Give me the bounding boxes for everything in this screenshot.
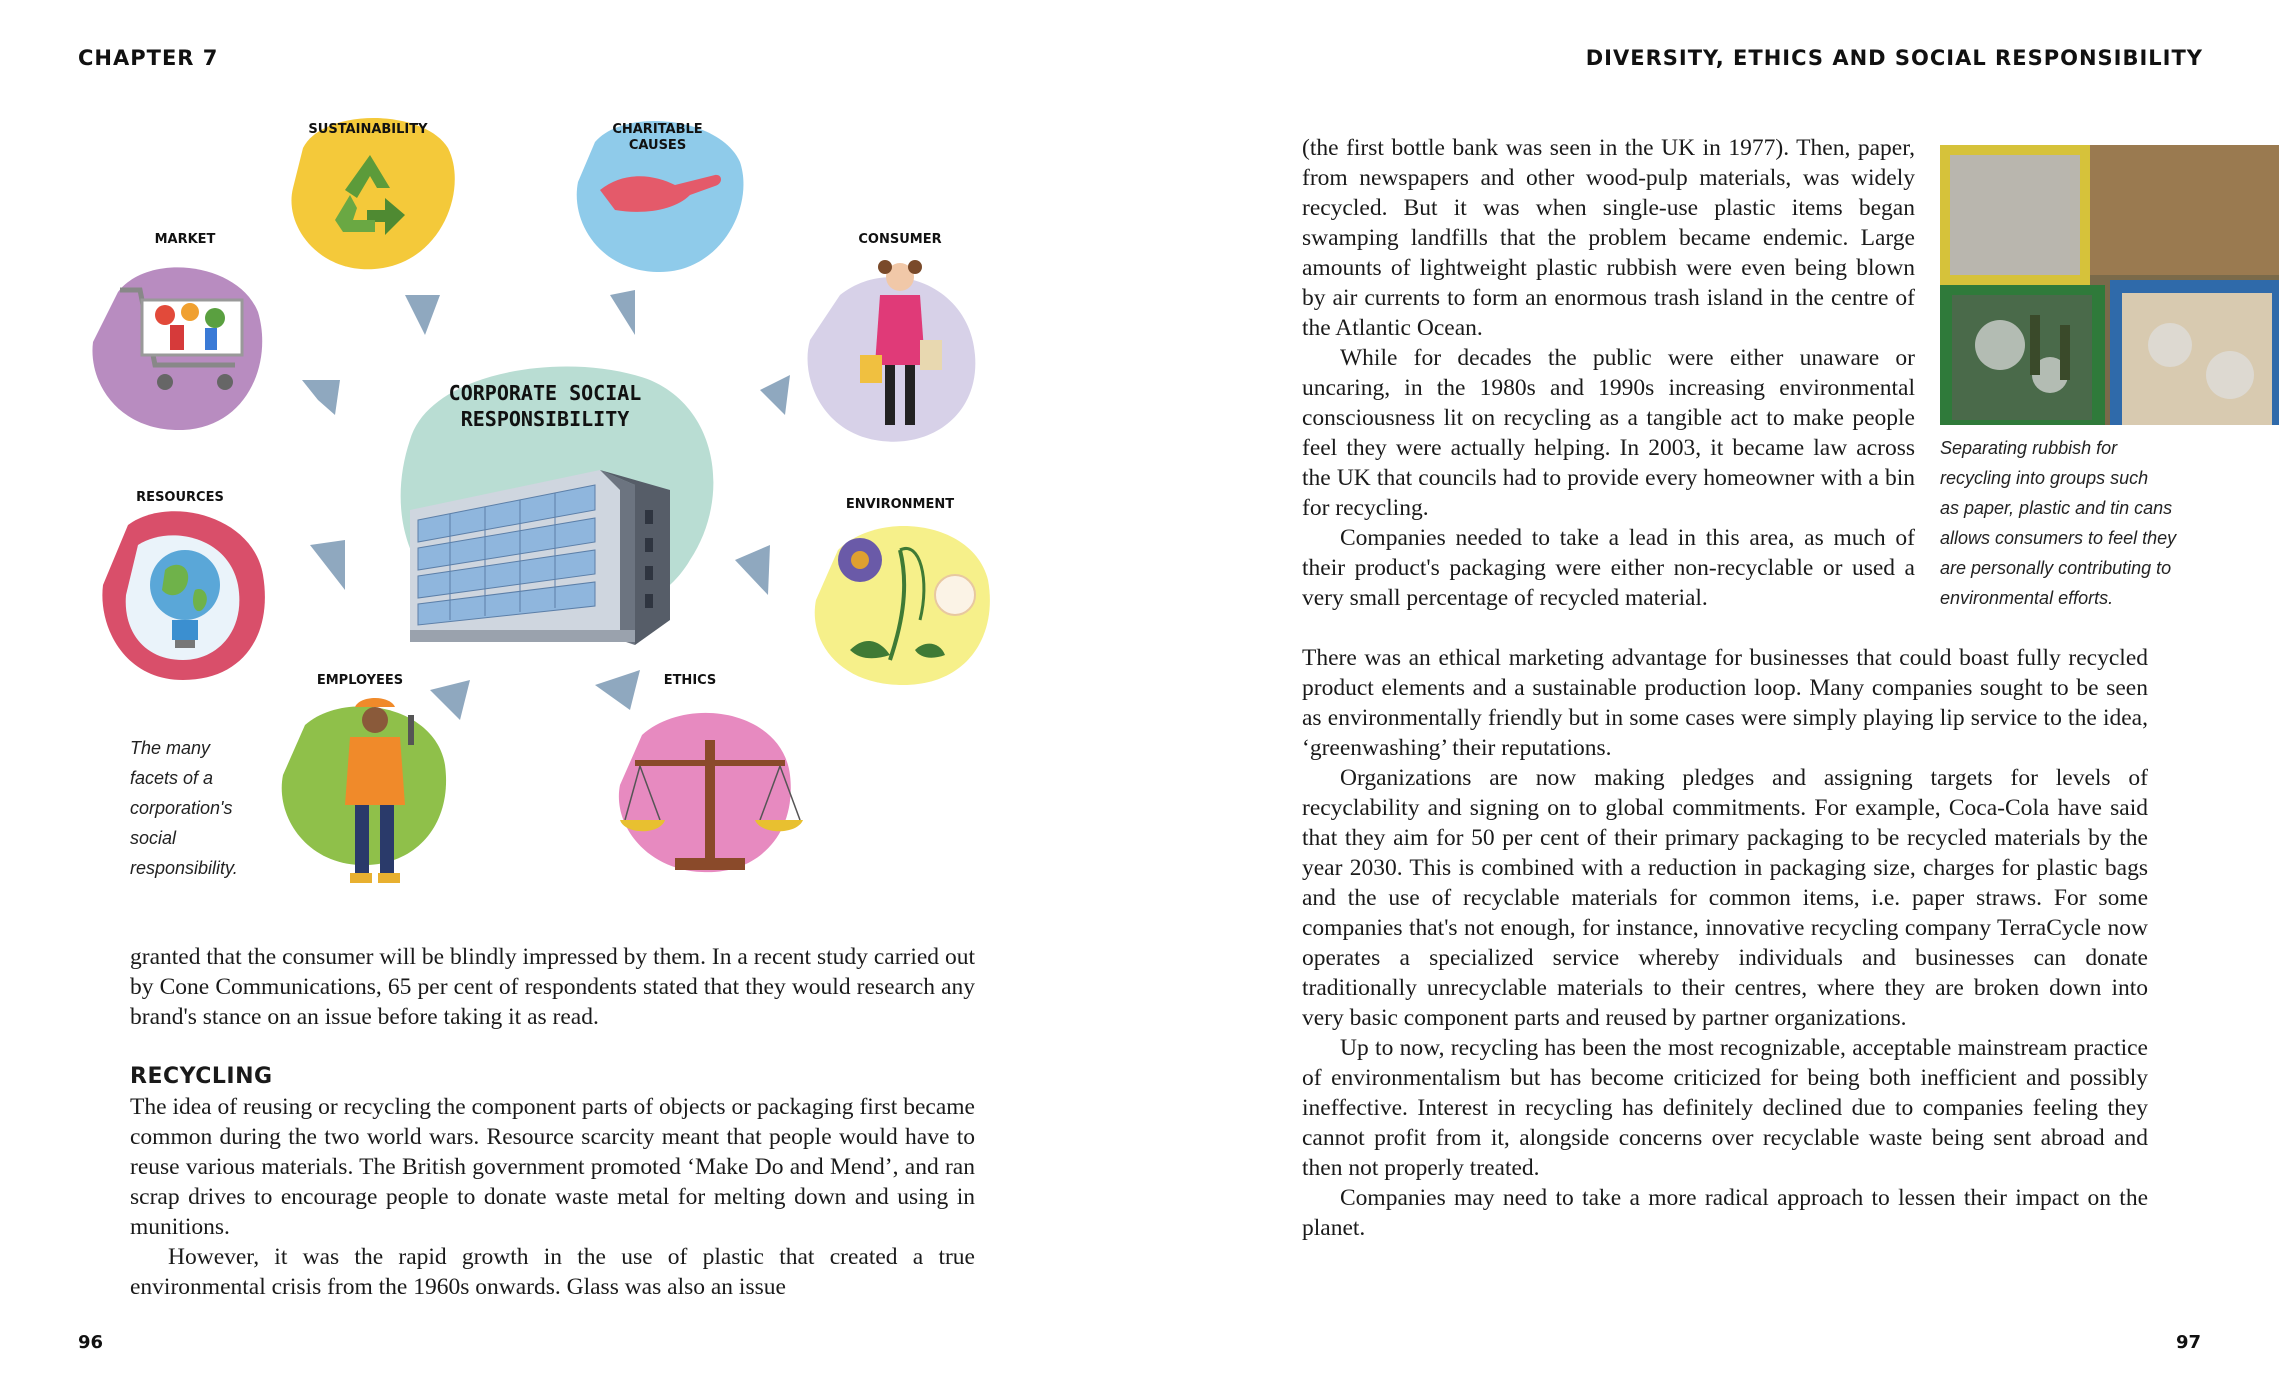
right-paragraph-4: Organizations are now making pledges and assigning targets for levels of recyclability and signing on to global commitments. For example, Coca-Cola have said that they aim for 50 per cent of their primary packaging to be recycled materials by the year 2030. This is combined with a reduction in packaging size, charges for plastic bags and the use of recyclable materials for common items, i.e. paper straws. For some companies that's not enough, for instance, innovative recycling company TerraCycle now operates a specialized service whereby individuals and businesses can donate traditionally unrecyclable materials to their centres, where they are broken down into very basic component parts and reused by partner organizations.: [1302, 765, 2148, 1031]
flower-icon: [820, 520, 990, 690]
label-consumer: CONSUMER: [858, 232, 942, 247]
left-paragraph-1: granted that the consumer will be blindly impressed by them. In a recent study carried out by Cone Communications, 65 per cent of respondents stated that they would research any brand's stance on an issue before taking it as read.: [130, 944, 975, 1030]
page-number-right: 97: [2175, 1332, 2201, 1353]
right-paragraph-3b: There was an ethical marketing advantage for businesses that could boast fully recycled product elements and a sustainable production loop. Many companies sought to be seen as environmentally friendly but in some cases were simply playing lip service to the idea, ‘greenwashing’ their reputations.: [1302, 645, 2148, 761]
right-paragraph-5: Up to now, recycling has been the most recognizable, acceptable mainstream practice of environmentalism but has become criticized for being both inefficient and possibly ineffective. Interest in recycling has definitely declined due to companies feeling they cannot profit from it, alongside concerns over recyclable waste being sent abroad and then not properly treated.: [1302, 1035, 2148, 1181]
arrow-environment: [735, 545, 770, 595]
left-column: [130, 942, 975, 1302]
arrow-consumer: [760, 375, 790, 415]
label-sustainability: SUSTAINABILITY: [308, 122, 428, 137]
giving-hand-icon: [595, 160, 725, 230]
diagram-caption: The many facets of a corporation's social responsibility.: [130, 738, 238, 878]
photo-caption: Separating rubbish for recycling into groups such as paper, plastic and tin cans allows consumers to feel they are personally contributing to environmental efforts.: [1940, 438, 2177, 608]
label-market: MARKET: [154, 232, 216, 247]
section-heading-recycling: RECYCLING: [130, 1064, 273, 1089]
flow-arrows: [290, 290, 810, 730]
shopping-cart-icon: [110, 270, 260, 420]
right-paragraph-3a: Companies needed to take a lead in this area, as much of their product's packaging were either non-recyclable or used a very small percentage of recycled material.: [1302, 525, 1915, 611]
right-paragraph-1: (the first bottle bank was seen in the UK in 1977). Then, paper, from newspapers and other wood-pulp materials, was widely recycled. But it was when single-use plastic items began swamping landfills that the problem became endemic. Large amounts of lightweight plastic rubbish were even being blown by air currents to form an enormous trash island in the centre of the Atlantic Ocean.: [1302, 135, 1915, 341]
arrow-resources: [310, 540, 345, 590]
label-environment: ENVIRONMENT: [845, 497, 955, 512]
label-resources: RESOURCES: [136, 490, 224, 505]
right-column-narrow: [1302, 133, 1915, 613]
right-column-wide: [1302, 643, 2148, 1243]
right-paragraph-6: Companies may need to take a more radical approach to lessen their impact on the planet.: [1302, 1185, 2148, 1241]
label-charitable: CHARITABLE CAUSES: [612, 122, 703, 153]
center-title: CORPORATE SOCIAL RESPONSIBILITY: [448, 381, 642, 431]
left-paragraph-2: The idea of reusing or recycling the component parts of objects or packaging first became common during the two world wars. Resource scarcity meant that people would have to reuse various materials. The British government promoted ‘Make Do and Mend’, and ran scrap drives to encourage people to donate waste metal for melting down and using in munitions.: [130, 1094, 975, 1240]
page-number-left: 96: [78, 1332, 104, 1353]
arrow-market: [302, 380, 340, 415]
arrow-charitable: [610, 290, 635, 335]
running-head-right: DIVERSITY, ETHICS AND SOCIAL RESPONSIBILITY: [1585, 46, 2203, 70]
right-paragraph-2: While for decades the public were either unaware or uncaring, in the 1980s and 1990s increasing environmental consciousness lit on recycling as a tangible act to make people feel they were actually helping. In 2003, it became law across the UK that councils had to provide every homeowner with a bin for recycling.: [1302, 345, 1915, 521]
scales-icon: [615, 730, 805, 890]
running-head-left: CHAPTER 7: [78, 46, 219, 70]
label-ethics: ETHICS: [663, 673, 717, 688]
arrow-sustainability: [405, 295, 440, 335]
shopper-icon: [855, 255, 945, 445]
left-paragraph-3: However, it was the rapid growth in the use of plastic that created a true environmental crisis from the 1960s onwards. Glass was also an issue: [130, 1244, 975, 1300]
label-employees: EMPLOYEES: [316, 673, 404, 688]
recycling-bins-photo: [1940, 145, 2279, 425]
globe-bulb-icon: [140, 545, 230, 655]
worker-icon: [320, 695, 430, 895]
recycle-icon: [325, 150, 415, 240]
